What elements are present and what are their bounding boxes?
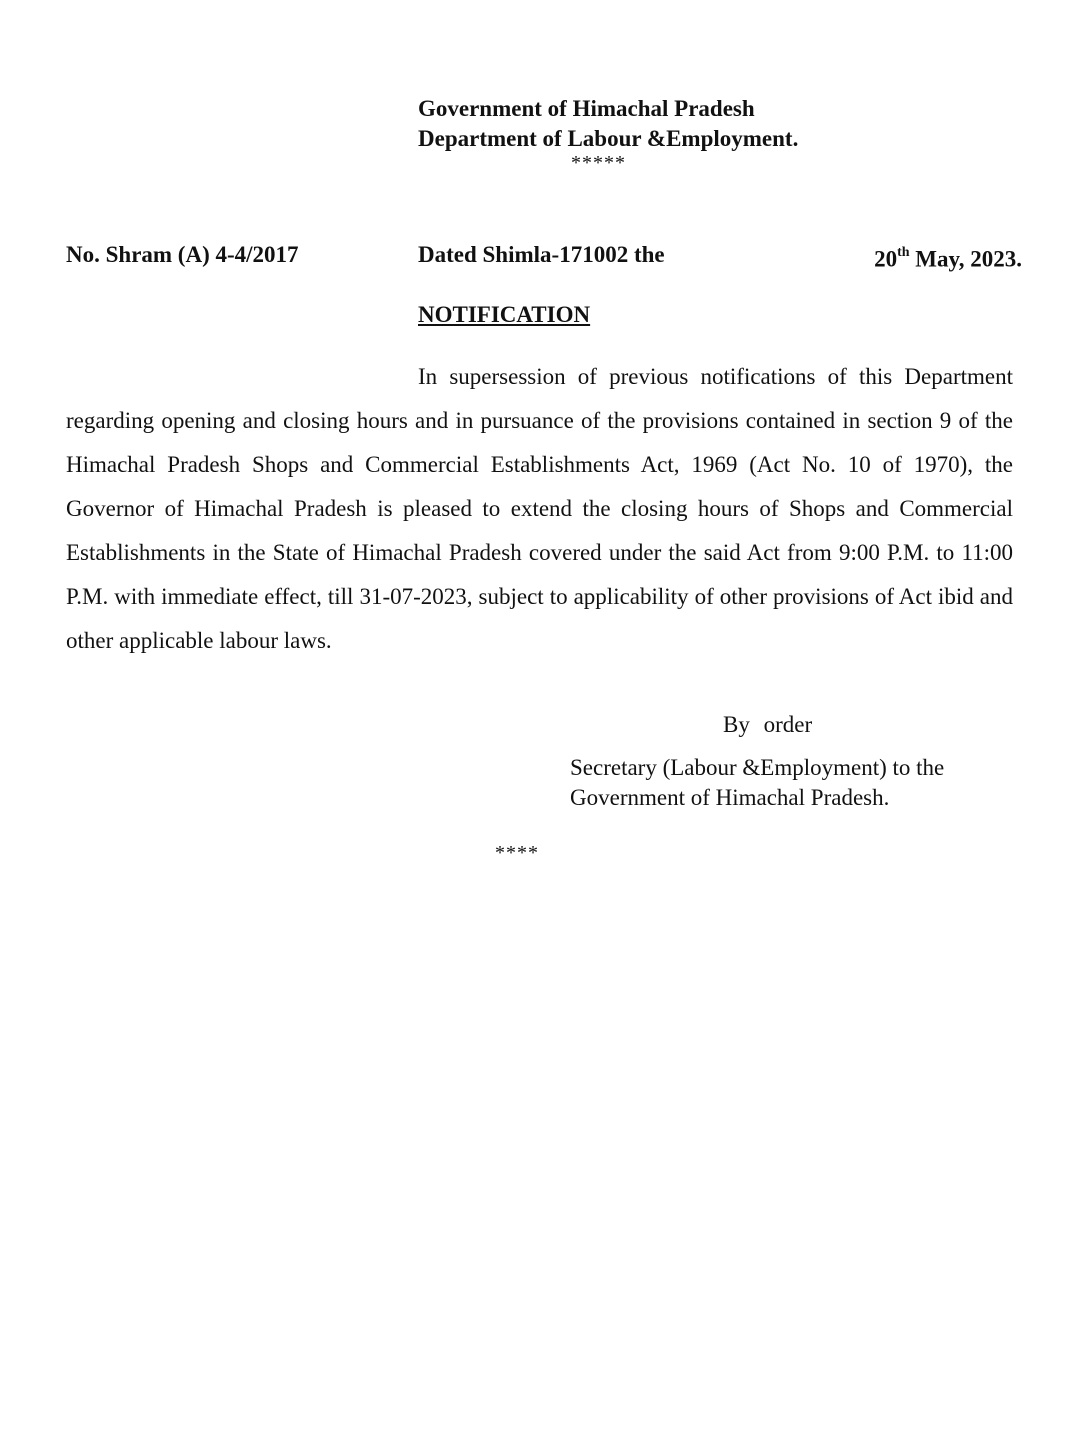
notification-body: In supersession of previous notifications of this Department regarding opening and closing hours and in pursuance of the provisions contained in section 9 of the Himachal Pradesh Shops and Commercial Establishments Act, 1969 (Act No. 10 of 1970), the Governor of Himachal Pradesh is pleased to extend the closing hours of Shops and Commercial Establishments in the State of Himachal Pradesh covered under the said Act from 9:00 P.M. to 11:00 P.M. with immediate effect, till 31-07-2023, subject to applicability of other provisions of Act ibid and other applicable labour laws. [66,364,1013,653]
header-department: Department of Labour &Employment. [418,126,799,151]
header-government: Government of Himachal Pradesh [418,96,755,121]
dated-place: Dated Shimla-171002 the [418,242,665,267]
date-day: 20 [874,246,898,272]
header-separator-stars: ***** [571,152,626,174]
date-rest: May, 2023. [909,246,1022,272]
signatory-title: Secretary (Labour &Employment) to the [570,755,945,780]
signatory-government: Government of Himachal Pradesh. [570,785,890,810]
date-suffix: th [897,245,910,260]
notification-date [874,240,1022,275]
notification-title: NOTIFICATION [418,302,591,327]
footer-stars: **** [495,842,539,864]
by-order: By order [723,712,813,737]
reference-number: No. Shram (A) 4-4/2017 [66,242,299,267]
